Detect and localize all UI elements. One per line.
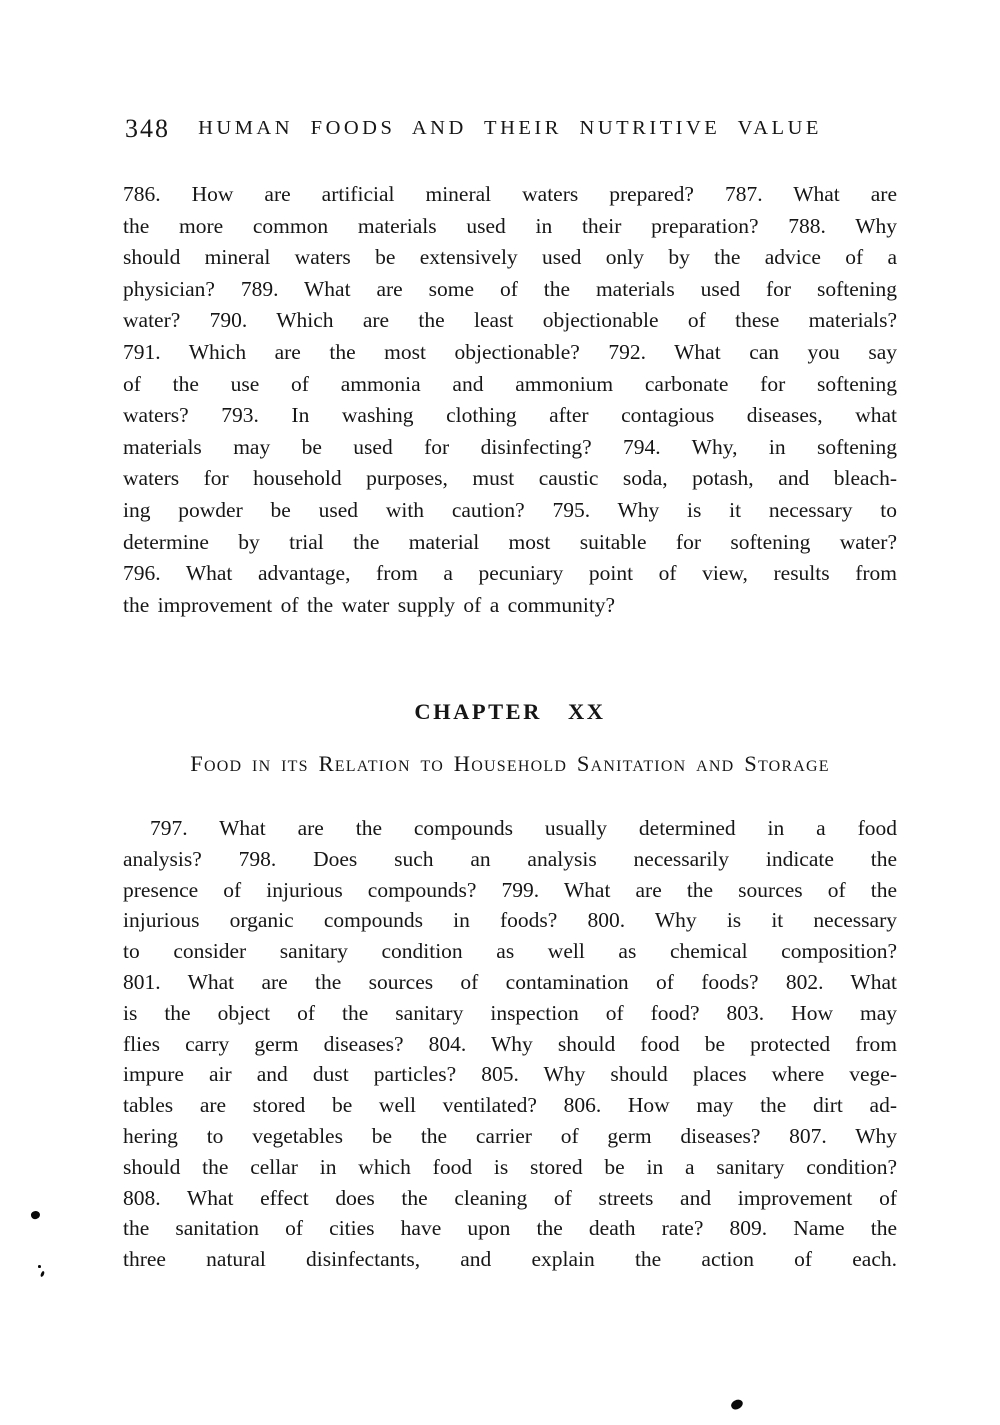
text-line: the improvement of the water supply of a community? — [123, 592, 616, 617]
questions-paragraph-797-809 — [123, 813, 897, 1275]
text-line: water? 790. Which are the least objectionable of these materials? — [123, 308, 897, 333]
ink-speck — [38, 1265, 41, 1268]
text-line: injurious organic compounds in foods? 800. Why is it necessary — [123, 908, 897, 933]
text-line: 791. Which are the most objectionable? 792. What can you say — [123, 339, 897, 364]
chapter-subtitle: Food in its Relation to Household Sanitation and Storage — [190, 751, 830, 776]
text-line: waters? 793. In washing clothing after contagious diseases, what — [123, 403, 897, 428]
text-line: analysis? 798. Does such an analysis necessarily indicate the — [123, 846, 897, 871]
questions-paragraph-786-796 — [123, 179, 897, 621]
text-line: waters for household purposes, must caustic soda, potash, and bleach- — [123, 466, 897, 491]
ink-speck — [40, 1271, 45, 1278]
text-line: presence of injurious compounds? 799. What are the sources of the — [123, 877, 897, 902]
text-line: flies carry germ diseases? 804. Why should food be protected from — [123, 1031, 897, 1056]
text-line: determine by trial the material most suitable for softening water? — [123, 529, 897, 554]
text-line: should the cellar in which food is stored be in a sanitary condition? — [123, 1154, 897, 1179]
chapter-heading: CHAPTER XX — [414, 699, 606, 724]
ink-speck — [730, 1398, 745, 1412]
text-line: the sanitation of cities have upon the death rate? 809. Name the — [123, 1216, 897, 1241]
text-line: 801. What are the sources of contamination of foods? 802. What — [123, 969, 897, 994]
text-line: of the use of ammonia and ammonium carbonate for softening — [123, 371, 897, 396]
text-line: 786. How are artificial mineral waters prepared? 787. What are — [123, 182, 897, 206]
page-number: 348 — [125, 114, 170, 143]
text-line: materials may be used for disinfecting? 794. Why, in softening — [123, 434, 897, 459]
text-line: is the object of the sanitary inspection of food? 803. How may — [123, 1000, 897, 1025]
text-line: hering to vegetables be the carrier of germ diseases? 807. Why — [123, 1123, 897, 1148]
text-line: three natural disinfectants, and explain the action of each. — [123, 1247, 897, 1272]
text-line: 797. What are the compounds usually determined in a food — [150, 816, 897, 840]
ink-speck — [30, 1210, 41, 1221]
text-line: should mineral waters be extensively used only by the advice of a — [123, 245, 897, 270]
text-line: physician? 789. What are some of the materials used for softening — [123, 276, 897, 301]
text-line: 808. What effect does the cleaning of streets and improvement of — [123, 1185, 897, 1210]
text-line: tables are stored be well ventilated? 806. How may the dirt ad- — [123, 1093, 897, 1118]
text-line: the more common materials used in their preparation? 788. Why — [123, 213, 897, 238]
text-line: to consider sanitary condition as well as chemical composition? — [123, 939, 897, 964]
running-title: HUMAN FOODS AND THEIR NUTRITIVE VALUE — [198, 117, 822, 139]
text-line: 796. What advantage, from a pecuniary point of view, results from — [123, 561, 897, 586]
text-line: ing powder be used with caution? 795. Why is it necessary to — [123, 497, 897, 522]
text-line: impure air and dust particles? 805. Why should places where vege- — [123, 1062, 897, 1087]
running-header — [123, 114, 897, 148]
